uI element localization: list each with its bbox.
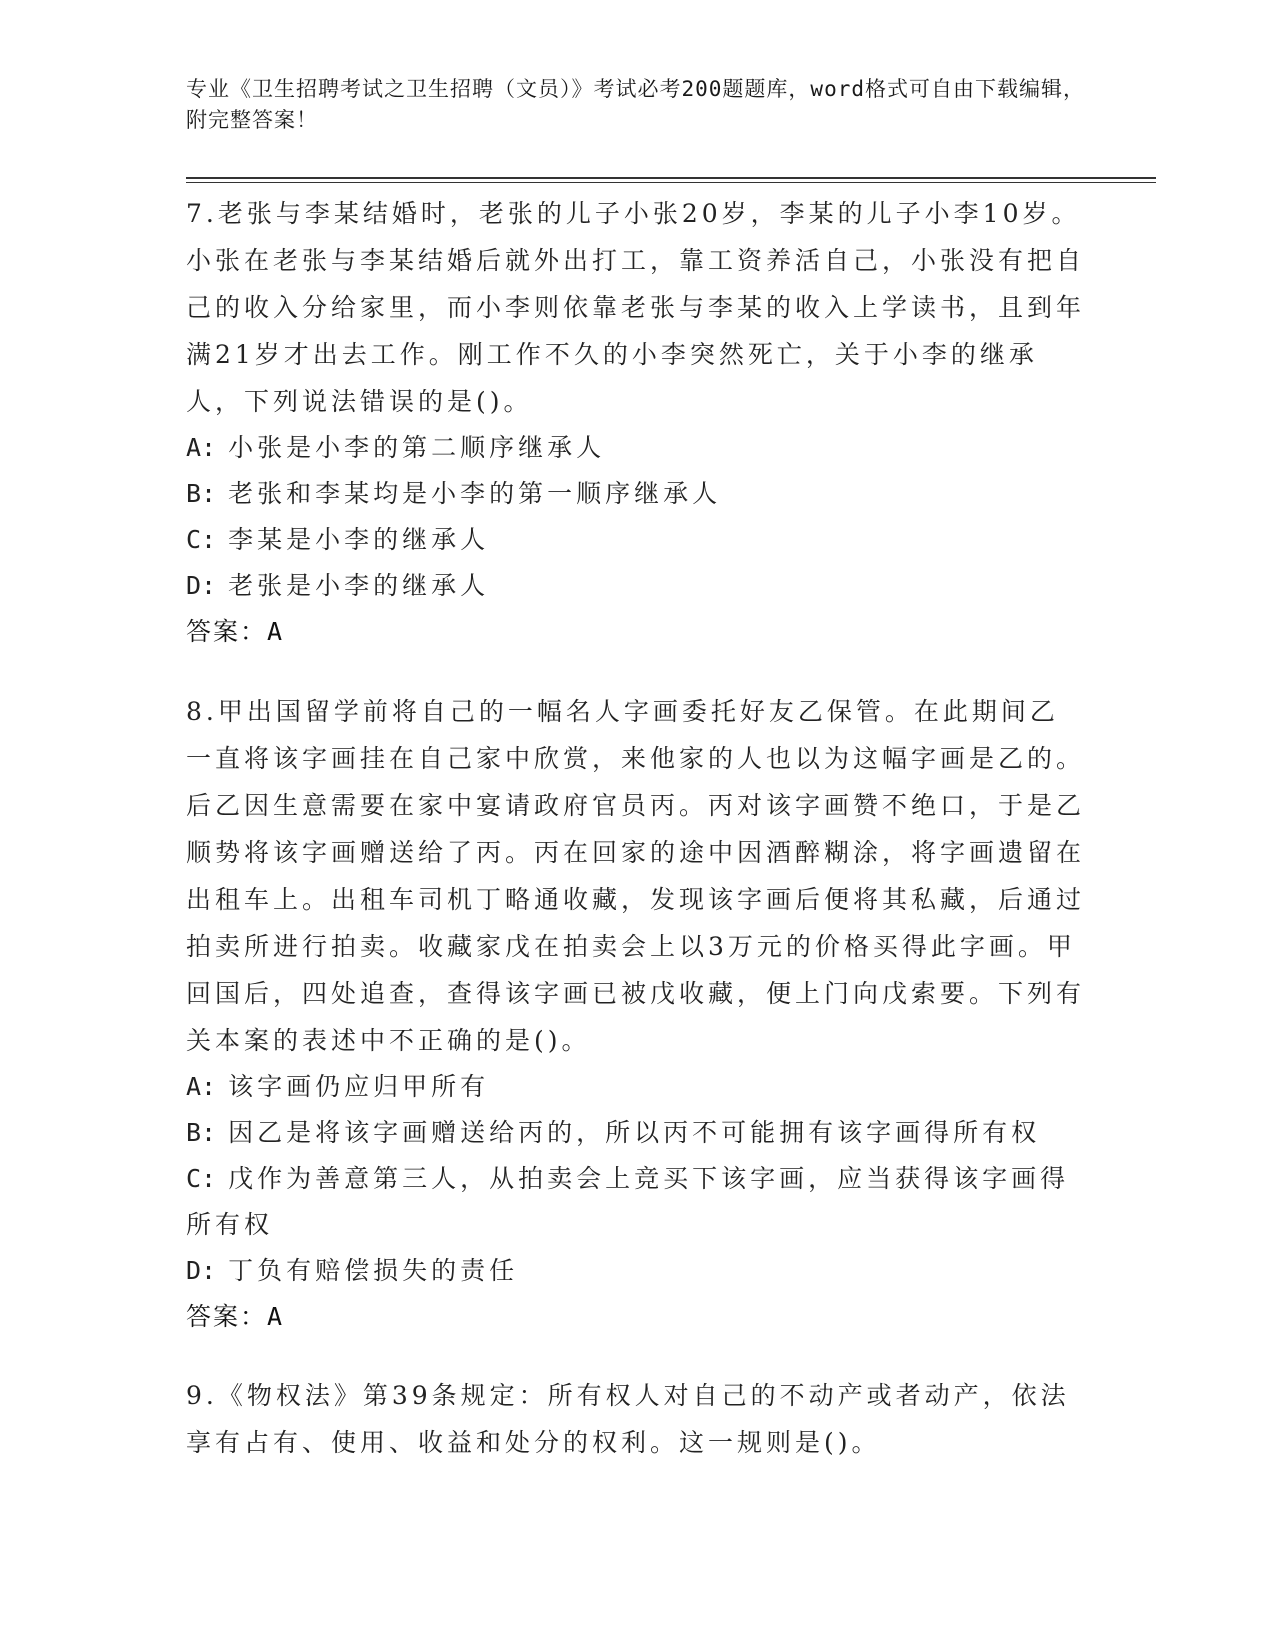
answer-label: 答案： xyxy=(186,617,268,646)
option-text: 丁负有赔偿损失的责任 xyxy=(228,1256,519,1285)
option-text: 老张是小李的继承人 xyxy=(228,571,490,600)
option-list xyxy=(186,1064,1086,1294)
answer-value: A xyxy=(267,617,285,646)
option-a xyxy=(186,1064,1086,1110)
document-page xyxy=(186,0,1156,1650)
header-divider xyxy=(186,177,1156,183)
option-b xyxy=(186,1110,1086,1156)
answer-line xyxy=(186,1294,1086,1340)
option-c xyxy=(186,517,1086,563)
question-stem: 9.《物权法》第39条规定：所有权人对自己的不动产或者动产，依法享有占有、使用、收益和处分的权利。这一规则是()。 xyxy=(186,1381,1070,1457)
question-stem: 7.老张与李某结婚时，老张的儿子小张20岁，李某的儿子小李10岁。小张在老张与李某结婚后就外出打工，靠工资养活自己，小张没有把自己的收入分给家里，而小李则依靠老张与李某的收入上学读书，且到年满21岁才出去工作。刚工作不久的小李突然死亡，关于小李的继承人，下列说法错误的是()。 xyxy=(186,199,1086,416)
question-7 xyxy=(186,190,1086,655)
question-9 xyxy=(186,1372,1086,1466)
answer-value: A xyxy=(267,1302,285,1331)
option-key: D: xyxy=(186,1256,217,1285)
option-text: 小张是小李的第二顺序继承人 xyxy=(228,433,606,462)
option-key: C: xyxy=(186,525,217,554)
answer-line xyxy=(186,609,1086,655)
option-key: A: xyxy=(186,1072,217,1101)
option-text: 因乙是将该字画赠送给丙的，所以丙不可能拥有该字画得所有权 xyxy=(228,1118,1041,1147)
option-c xyxy=(186,1156,1086,1248)
option-text: 戊作为善意第三人，从拍卖会上竞买下该字画，应当获得该字画得所有权 xyxy=(186,1164,1070,1239)
question-stem: 8.甲出国留学前将自己的一幅名人字画委托好友乙保管。在此期间乙一直将该字画挂在自己家中欣赏，来他家的人也以为这幅字画是乙的。后乙因生意需要在家中宴请政府官员丙。丙对该字画赞不绝口，于是乙顺势将该字画赠送给了丙。丙在回家的途中因酒醉糊涂，将字画遗留在出租车上。出租车司机丁略通收藏，发现该字画后便将其私藏，后通过拍卖所进行拍卖。收藏家戊在拍卖会上以3万元的价格买得此字画。甲回国后，四处追查，查得该字画已被戊收藏，便上门向戊索要。下列有关本案的表述中不正确的是()。 xyxy=(186,697,1086,1055)
option-text: 李某是小李的继承人 xyxy=(228,525,490,554)
option-d xyxy=(186,563,1086,609)
option-a xyxy=(186,425,1086,471)
option-text: 该字画仍应归甲所有 xyxy=(228,1072,490,1101)
answer-label: 答案： xyxy=(186,1302,268,1331)
option-key: C: xyxy=(186,1164,217,1193)
option-key: B: xyxy=(186,479,217,508)
option-key: B: xyxy=(186,1118,217,1147)
option-list xyxy=(186,425,1086,609)
option-d xyxy=(186,1248,1086,1294)
option-b xyxy=(186,471,1086,517)
question-8 xyxy=(186,688,1086,1340)
option-text: 老张和李某均是小李的第一顺序继承人 xyxy=(228,479,722,508)
option-key: D: xyxy=(186,571,217,600)
document-header: 专业《卫生招聘考试之卫生招聘（文员）》考试必考200题题库，word格式可自由下载编辑，附完整答案！ xyxy=(186,77,1085,132)
option-key: A: xyxy=(186,433,217,462)
